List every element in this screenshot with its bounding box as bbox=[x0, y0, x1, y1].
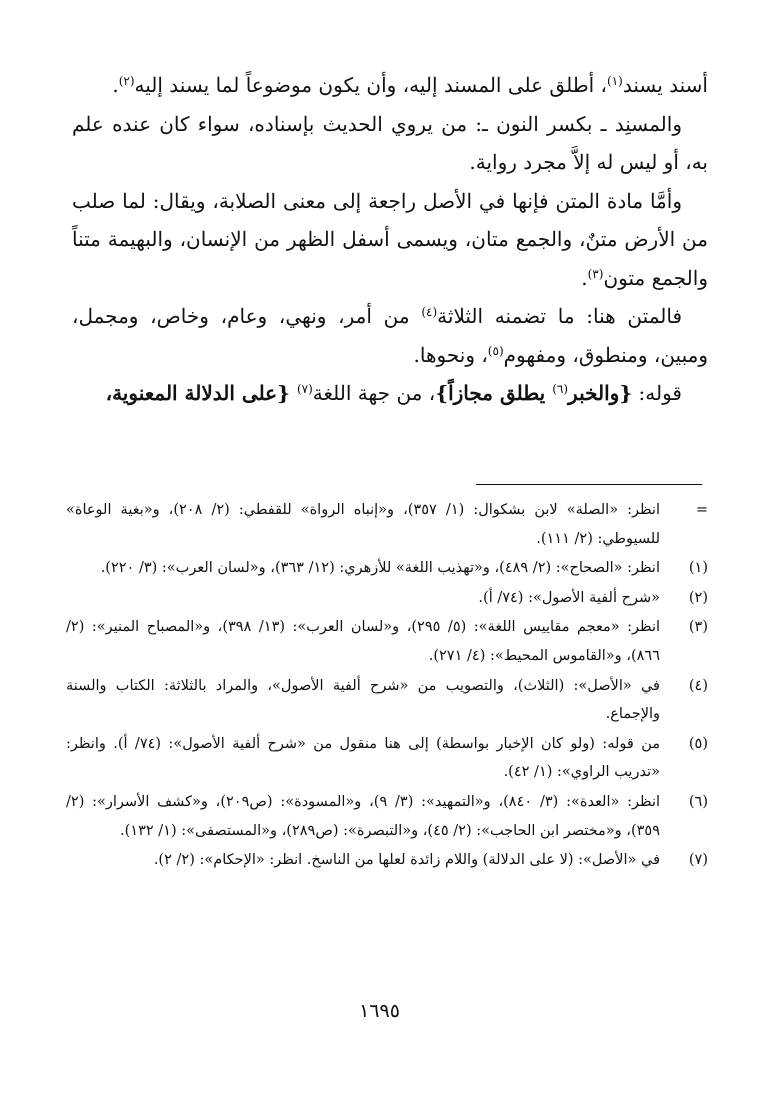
footnote-ref-6[interactable]: (٦) bbox=[552, 382, 569, 396]
text-run: من أمر، ونهي، وعام، وخاص، ومجمل، ومبين، ومنطوق، ومفهوم bbox=[72, 304, 708, 367]
text-run: ، أطلق على المسند إليه، وأن يكون موضوعاً لما يسند إليه bbox=[134, 73, 608, 97]
footnote-separator bbox=[476, 484, 702, 485]
paragraph-5 bbox=[72, 374, 708, 413]
text-run: ، من جهة اللغة bbox=[312, 381, 436, 405]
text-run: ، ونحوها. bbox=[413, 342, 488, 367]
footnote-number: (٤) bbox=[688, 677, 708, 694]
paragraph-2: والمسنِد ـ بكسر النون ـ: من يروي الحديث بإسناده، سواء كان عنده علم به، أو ليس له إلاَّ مجرد رواية. bbox=[72, 111, 708, 174]
footnote bbox=[66, 788, 708, 845]
text-run: قوله: bbox=[632, 381, 682, 405]
footnote bbox=[66, 496, 708, 553]
footnote bbox=[66, 730, 708, 787]
footnote-number: (٥) bbox=[688, 735, 708, 752]
footnote-ref-3[interactable]: (٣) bbox=[587, 266, 604, 281]
footnote-text: «شرح ألفية الأصول»: (٧٤/ أ). bbox=[478, 589, 660, 606]
footnote-number: = bbox=[695, 502, 708, 518]
footnote-ref-5[interactable]: (٥) bbox=[487, 343, 504, 358]
text-run: فالمتن هنا: ما تضمنه الثلاثة bbox=[437, 304, 682, 328]
footnote-ref-4[interactable]: (٤) bbox=[421, 305, 438, 319]
quoted-text: {على الدلالة المعنوية، bbox=[105, 381, 297, 405]
footnote-number: (٣) bbox=[688, 619, 708, 636]
quoted-text: {والخبر bbox=[568, 381, 633, 405]
footnote-number: (٧) bbox=[688, 852, 708, 869]
footnote-text: انظر: «الصلة» لابن بشكوال: (١/ ٣٥٧)، و«إنباه الرواة» للقفطي: (٢/ ٢٠٨)، و«بغية الوعاة» للسيوطي: (٢/ ١١١). bbox=[66, 502, 660, 547]
footnote bbox=[66, 584, 708, 613]
footnote-ref-2[interactable]: (٢) bbox=[118, 74, 135, 88]
paragraph-1 bbox=[72, 66, 708, 105]
footnote-text: انظر: «الصحاح»: (٢/ ٤٨٩)، و«تهذيب اللغة» للأزهري: (١٢/ ٣٦٣)، و«لسان العرب»: (٣/ ٢٢٠). bbox=[100, 560, 660, 577]
text-run: . bbox=[112, 73, 119, 97]
paragraph-4 bbox=[72, 297, 708, 374]
footnote-number: (٦) bbox=[688, 793, 708, 810]
footnote bbox=[66, 672, 708, 729]
footnote-number: (٢) bbox=[688, 589, 708, 606]
text-run: أسند يسند bbox=[622, 73, 708, 97]
footnote-ref-1[interactable]: (١) bbox=[607, 74, 623, 88]
footnote-text: انظر: «العدة»: (٣/ ٨٤٠)، و«التمهيد»: (٣/ ٩)، و«المسودة»: (ص٢٠٩)، و«كشف الأسرار»: (٢/ ٣٥٩)، و«مختصر ابن الحاجب»: (٢/ ٤٥)، و«التبصرة»: (ص٢٨٩)، و«المستصفى»: (١/ ١٣٢). bbox=[66, 793, 661, 839]
footnote-number: (١) bbox=[688, 560, 708, 577]
footnote-text: انظر: «معجم مقاييس اللغة»: (٥/ ٢٩٥)، و«لسان العرب»: (١٣/ ٣٩٨)، و«المصباح المنير»: (٢/ ٨٦٦)، و«القاموس المحيط»: (٤/ ٢٧١). bbox=[66, 619, 661, 664]
footnote-text: في «الأصل»: (لا على الدلالة) واللام زائدة لعلها من الناسخ. انظر: «الإحكام»: (٢/ ٢). bbox=[153, 852, 660, 869]
text-run: وأمَّا مادة المتن فإنها في الأصل راجعة إلى معنى الصلابة، ويقال: لما صلب من الأرض متنٌ، والجمع متان، ويسمى أسفل الظهر من الإنسان، والبهيمة متناً والجمع متون bbox=[72, 188, 708, 290]
main-text bbox=[72, 66, 708, 413]
footnote-ref-7[interactable]: (٧) bbox=[296, 382, 313, 396]
footnote-text: من قوله: (ولو كان الإخبار بواسطة) إلى هنا منقول من «شرح ألفية الأصول»: (٧٤/ أ). وانظر: «تدريب الراوي»: (١/ ٤٢). bbox=[66, 735, 660, 781]
page-number: ١٦٩٥ bbox=[359, 1000, 400, 1022]
footnote bbox=[66, 846, 708, 875]
text-run: . bbox=[581, 265, 588, 290]
footnote-text: في «الأصل»: (الثلاث)، والتصويب من «شرح ألفية الأصول»، والمراد بالثلاثة: الكتاب والسنة والإجماع. bbox=[66, 677, 660, 723]
quoted-text: يطلق مجازاً} bbox=[435, 381, 553, 405]
footnote bbox=[66, 554, 708, 583]
footnote bbox=[66, 613, 708, 670]
paragraph-3 bbox=[72, 182, 708, 298]
footnotes bbox=[66, 496, 708, 876]
